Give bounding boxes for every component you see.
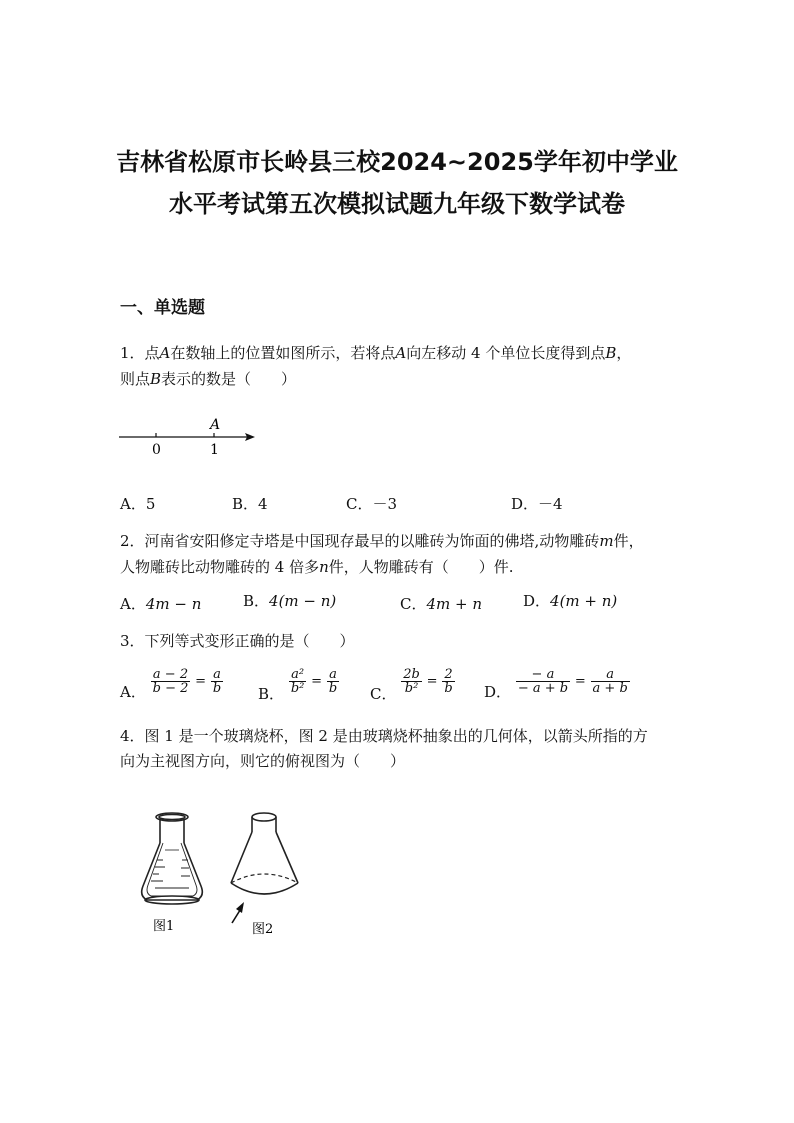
option-expr: 4(m − n) (269, 592, 337, 610)
q2-text: 件，人物雕砖有（ ）件. (328, 558, 514, 576)
q2-text: 件， (613, 532, 644, 550)
q1-text: 表示的数是（ ） (161, 370, 297, 388)
q3-stem: 3．下列等式变形正确的是（ ） (120, 632, 355, 650)
q2-stem-line2 (120, 556, 514, 577)
q2-option-d[interactable] (523, 590, 617, 611)
flask-figure (135, 808, 210, 938)
q2-text: 人物雕砖比动物雕砖的 4 倍多 (120, 558, 320, 576)
q2-var-m: m (599, 532, 614, 550)
q1-var-b: B (605, 344, 617, 362)
q1-stem-line2 (120, 368, 296, 389)
q2-text: 2．河南省安阳修定寺塔是中国现存最早的以雕砖为饰面的佛塔,动物雕砖 (120, 532, 600, 550)
q1-text: 向左移动 4 个单位长度得到点 (406, 344, 606, 362)
truncated-cone-icon (231, 813, 298, 894)
option-label: C． (370, 685, 397, 703)
q1-var-b: B (150, 370, 162, 388)
option-expr: 4(m + n) (550, 592, 618, 610)
fig2-label: 图2 (252, 922, 274, 937)
q4-stem-line1: 4．图 1 是一个玻璃烧杯，图 2 是由玻璃烧杯抽象出的几何体，以箭头所指的方 (120, 727, 648, 745)
option-expr: 4m + n (426, 595, 483, 613)
option-label: D． (484, 683, 512, 701)
cone-figure (225, 805, 315, 940)
point-label-a: A (210, 417, 221, 433)
q2-option-a[interactable] (120, 593, 201, 614)
q2-option-c[interactable] (400, 593, 482, 614)
flask-icon (142, 813, 203, 904)
q1-stem-line1 (120, 342, 631, 363)
option-label: D． (523, 592, 551, 610)
rhs-fraction: $\frac{2}{b}$ (444, 667, 453, 696)
q2-var-n: n (319, 558, 329, 576)
option-label: B． (243, 592, 270, 610)
q1-option-d[interactable]: D．－4 (511, 495, 563, 513)
lhs-fraction: $\frac{2b}{\text{b²}}$ (403, 667, 420, 696)
q1-text: 在数轴上的位置如图所示，若将点 (170, 344, 396, 362)
tick-label-1: 1 (210, 442, 219, 458)
rhs-fraction: $\frac{a}{b}$ (212, 667, 222, 696)
q1-text: 则点 (120, 370, 151, 388)
option-label: C． (400, 595, 427, 613)
lhs-fraction: $\frac{a - 2}{b - 2}$ (152, 667, 189, 696)
rhs-fraction: $\frac{a}{b}$ (328, 667, 338, 696)
q3-option-b[interactable]: B． $\frac{\text{a²}}{\text{b²}}$ = $\frac{a}{b}$ (258, 667, 338, 703)
q3-option-a[interactable]: A． $\frac{a - 2}{b - 2}$ = $\frac{a}{b}$ (120, 667, 222, 701)
q2-option-b[interactable] (243, 590, 336, 611)
doc-title-line1: 吉林省松原市长岭县三校2024~2025学年初中学业 (116, 148, 678, 176)
lhs-fraction: $\frac{- a}{- a + b}$ (517, 667, 569, 696)
section-heading: 一、单选题 (120, 298, 205, 318)
q4-stem-line2: 向为主视图方向，则它的俯视图为（ ） (120, 752, 406, 770)
option-label: B． (258, 685, 285, 703)
option-label: A． (120, 683, 146, 701)
q1-option-a[interactable]: A．5 (120, 495, 156, 513)
doc-title-line2: 水平考试第五次模拟试题九年级下数学试卷 (169, 190, 625, 218)
q1-var-a: A (159, 344, 171, 362)
q1-option-c[interactable]: C．－3 (346, 495, 398, 513)
lhs-fraction: $\frac{\text{a²}}{\text{b²}}$ (290, 667, 305, 696)
q2-stem-line1 (120, 530, 644, 551)
q1-text: 1．点 (120, 344, 160, 362)
q3-option-d[interactable]: D． $\frac{- a}{- a + b}$ = $\frac{a}{a + b}$ (484, 667, 628, 701)
q1-option-b[interactable]: B．4 (232, 495, 268, 513)
q1-text: ， (616, 344, 632, 362)
rhs-fraction: $\frac{a}{a + b}$ (592, 667, 628, 696)
fig1-label: 图1 (153, 919, 175, 934)
option-expr: 4m − n (145, 595, 202, 613)
q1-number-line (115, 412, 265, 462)
tick-label-0: 0 (152, 442, 161, 458)
q3-option-c[interactable]: C． $\frac{2b}{\text{b²}}$ = $\frac{2}{b}$ (370, 667, 453, 703)
option-label: A． (120, 595, 146, 613)
arrow-icon (232, 902, 244, 923)
q1-var-a: A (395, 344, 407, 362)
